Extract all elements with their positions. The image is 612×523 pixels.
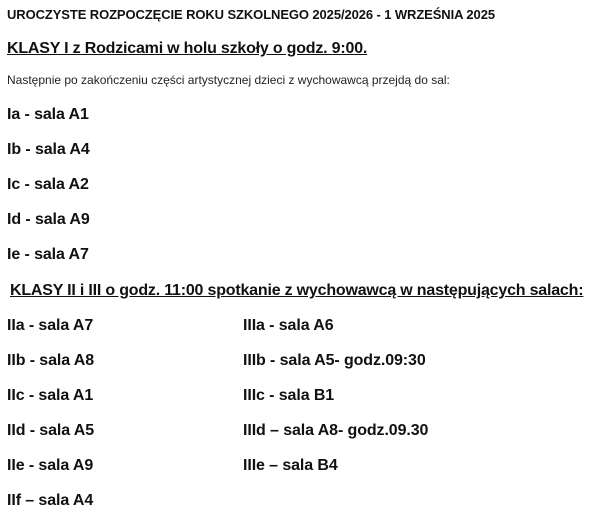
class-room-item: Ie - sala A7: [7, 246, 89, 263]
section2-heading: KLASY II i III o godz. 11:00 spotkanie z wychowawcą w następujących salach:: [10, 282, 584, 299]
class-room-item: IIIa - sala A6: [243, 317, 334, 334]
class-room-item: IIc - sala A1: [7, 387, 94, 404]
class-room-item: IId - sala A5: [7, 422, 95, 439]
class-room-item: IIa - sala A7: [7, 317, 94, 334]
class-room-item: IIIe – sala B4: [243, 457, 338, 474]
class-room-item: IIb - sala A8: [7, 352, 95, 369]
section1-note: Następnie po zakończeniu części artystycznej dzieci z wychowawcą przejdą do sal:: [7, 73, 450, 87]
class-room-item: IIf – sala A4: [7, 492, 94, 509]
class-room-item: IIId – sala A8- godz.09.30: [243, 422, 429, 439]
class-room-item: Ib - sala A4: [7, 141, 90, 158]
class-room-item: IIe - sala A9: [7, 457, 94, 474]
class-room-item: IIIb - sala A5- godz.09:30: [243, 352, 426, 369]
class-room-item: Ia - sala A1: [7, 106, 89, 123]
class-room-item: IIIc - sala B1: [243, 387, 335, 404]
document-title: UROCZYSTE ROZPOCZĘCIE ROKU SZKOLNEGO 2025/2026 - 1 WRZEŚNIA 2025: [7, 7, 495, 22]
section1-heading: KLASY I z Rodzicami w holu szkoły o godz. 9:00.: [7, 40, 368, 57]
class-room-item: Ic - sala A2: [7, 176, 89, 193]
class-room-item: Id - sala A9: [7, 211, 90, 228]
